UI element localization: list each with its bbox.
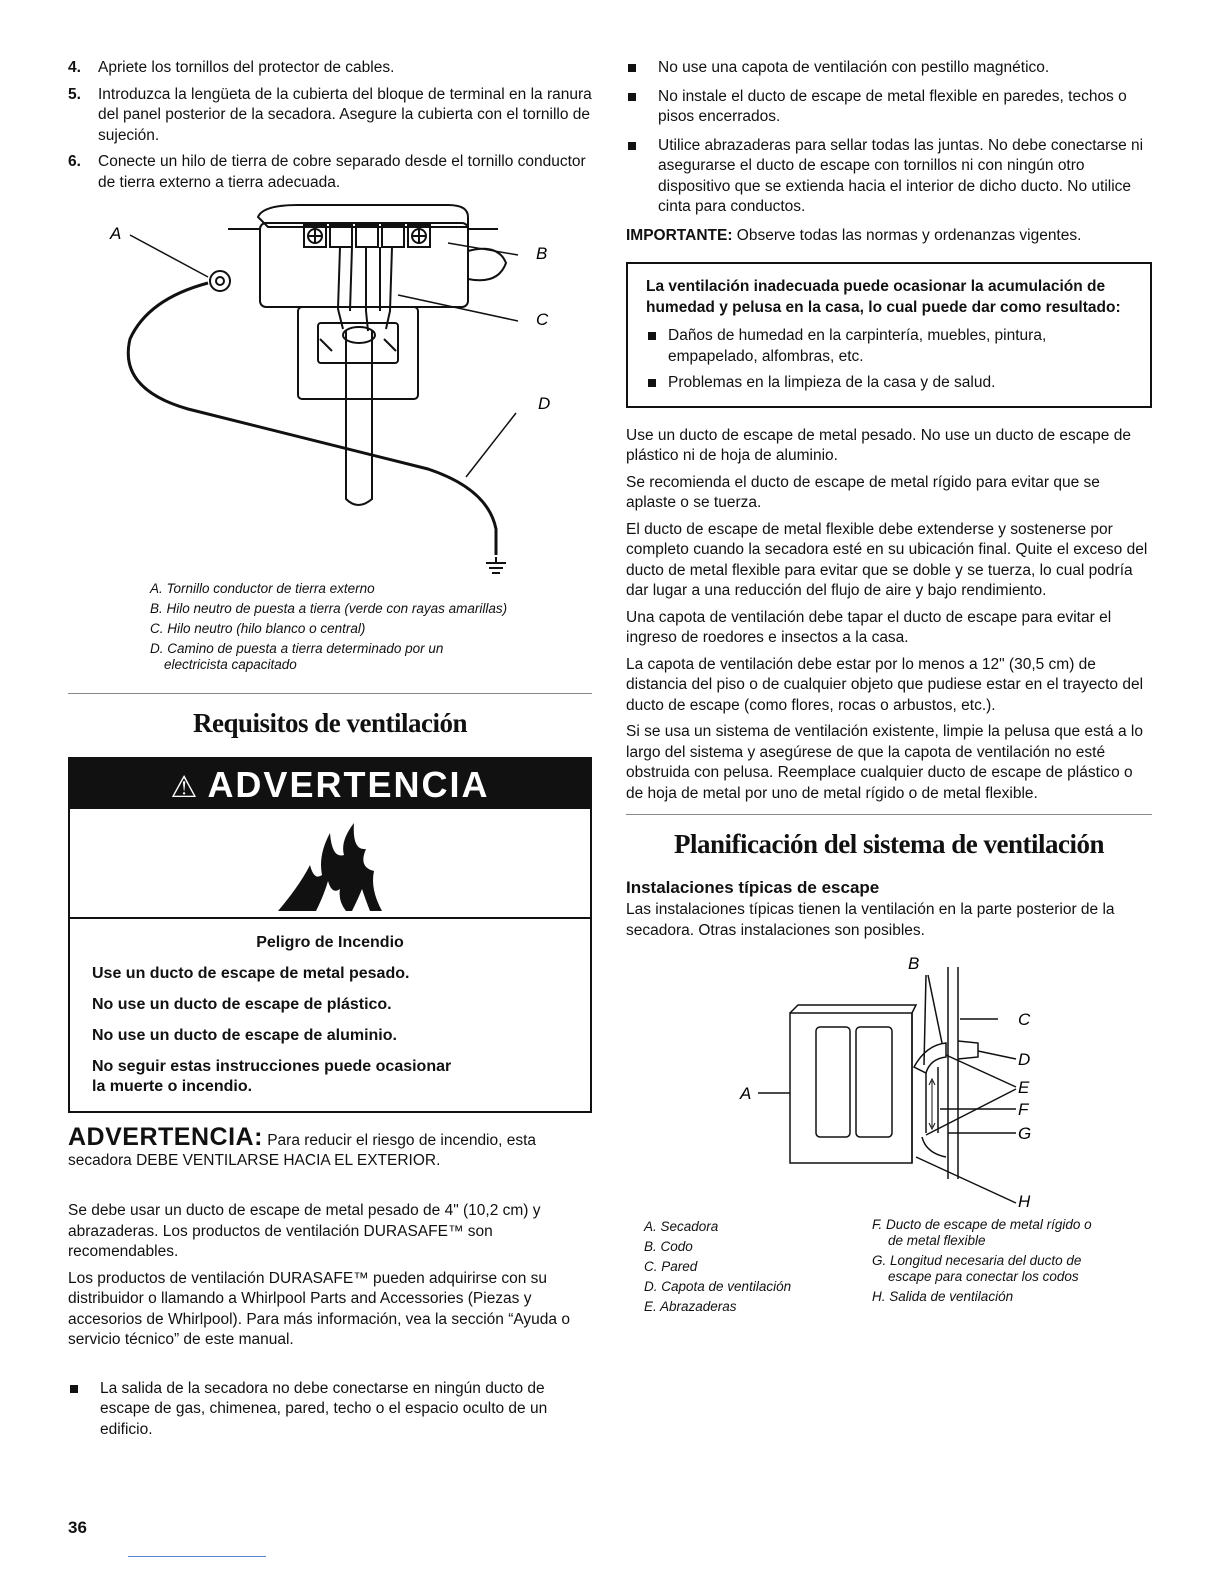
figure2-legend: [626, 1217, 1152, 1317]
step-item: [68, 152, 592, 193]
warning-line-4a: No seguir estas instrucciones puede ocasionar: [92, 1058, 452, 1075]
legend-d: D. Capota de ventilación: [644, 1279, 792, 1294]
warning-line-3: No use un ducto de escape de aluminio.: [92, 1027, 397, 1044]
paragraph: Se recomienda el ducto de escape de metal rígido para evitar que se aplaste o se tuerza.: [626, 473, 1100, 511]
step-item: [68, 58, 592, 79]
section-title-ventilation: Requisitos de ventilación: [192, 708, 468, 738]
warning-line-1: Use un ducto de escape de metal pesado.: [92, 965, 410, 982]
left-bullet-list: [68, 1379, 592, 1441]
terminal-screw-4: [382, 225, 404, 247]
caution-list: [646, 326, 1134, 394]
dryer-door-left: [816, 1027, 850, 1137]
legend-column-right: [872, 1217, 1092, 1307]
legend-g-line1: G. Longitud necesaria del ducto de: [872, 1253, 1082, 1268]
step-number: 4.: [68, 59, 81, 76]
warning-line-4b: la muerte o incendio.: [92, 1078, 253, 1095]
fire-icon-area: [70, 809, 590, 919]
fig2-label-g: G: [1018, 1124, 1032, 1143]
legend-h: H. Salida de ventilación: [872, 1289, 1014, 1304]
paragraph: La capota de ventilación debe estar por lo menos a 12" (30,5 cm) de distancia del piso o de cualquier objeto que pudiese estar en el trayecto del ducto de escape (como flores, rocas o arbustos, etc.).: [626, 655, 1144, 714]
fig1-label-a: A: [110, 224, 122, 243]
legend-c: C. Pared: [644, 1259, 698, 1274]
fig2-label-d: D: [1018, 1050, 1031, 1069]
importante-note: [626, 226, 1152, 247]
wire-left: [338, 247, 343, 329]
figure1-captions: [68, 581, 592, 673]
section-title-planning: Planificación del sistema de ventilación: [674, 829, 1104, 859]
fig1-label-c: C: [536, 310, 549, 329]
fig1-label-b: B: [536, 244, 548, 263]
paragraph: Si se usa un sistema de ventilación existente, limpie la pelusa que está a lo largo del sistema y asegúrese de que la capota de ventilación no esté obstruida con pelusa. Reemplace cualquier ducto de escape de plástico o de hoja de metal por uno de metal rígido o de metal flexible.: [626, 723, 1143, 802]
paragraph: El ducto de escape de metal flexible debe extenderse y sostenerse por completo cuando la secadora esté en su ubicación final. Quite el exceso del ducto de metal flexible para evitar que se doble y se tuerza, lo cual podría dar lugar a una reducción del flujo de aire y bajo rendimiento.: [626, 520, 1148, 599]
dryer-body: [790, 1013, 912, 1163]
page-number: 36: [68, 1518, 87, 1537]
legend-f-line1: F. Ducto de escape de metal rígido o: [872, 1217, 1092, 1232]
legend-b: B. Codo: [644, 1239, 693, 1254]
fig1-label-d: D: [538, 394, 551, 413]
fig2-label-e: E: [1018, 1078, 1030, 1097]
importante-label: IMPORTANTE:: [626, 226, 733, 244]
paragraph-duct-requirement: Se debe usar un ducto de escape de metal pesado de 4" (10,2 cm) y abrazaderas. Los productos de ventilación DURASAFE™ son recomendables.: [68, 1202, 541, 1260]
subsection-paragraph: Las instalaciones típicas tienen la ventilación en la parte posterior de la secadora. Otras instalaciones son posibles.: [626, 901, 1115, 939]
subsection-title: Instalaciones típicas de escape: [626, 878, 880, 897]
fire-warning-box: [68, 757, 592, 1113]
warning-header: [70, 759, 590, 809]
fig2-label-c: C: [1018, 1010, 1031, 1029]
caption-d-line1: D. Camino de puesta a tierra determinado por un: [150, 641, 444, 656]
legend-f-line2: de metal flexible: [888, 1233, 986, 1248]
fig2-label-h: H: [1018, 1192, 1031, 1209]
fig2-label-a: A: [740, 1084, 752, 1103]
caption-d-line2: electricista capacitado: [164, 657, 297, 672]
strain-relief: [298, 307, 418, 399]
footer-link-line: [128, 1556, 266, 1557]
dryer-door-right: [856, 1027, 892, 1137]
step-text: Introduzca la lengüeta de la cubierta del bloque de terminal en la ranura del panel posterior de la secadora. Asegure la cubierta con el tornillo de sujeción.: [98, 85, 592, 144]
right-column: [626, 58, 1152, 1317]
caution-item: Problemas en la limpieza de la casa y de salud.: [646, 373, 1134, 394]
power-cord: [346, 331, 372, 505]
advertencia-text: Para reducir el riesgo de incendio, esta secadora DEBE VENTILARSE HACIA EL EXTERIOR.: [68, 1132, 537, 1169]
section-divider: [68, 693, 592, 694]
importante-text: Observe todas las normas y ordenanzas vigentes.: [732, 226, 1082, 244]
terminal-block-diagram: [68, 199, 592, 579]
cover-tab: [468, 249, 506, 281]
section-divider: [626, 814, 1152, 815]
wire-right: [386, 247, 392, 329]
caption-b: B. Hilo neutro de puesta a tierra (verde con rayas amarillas): [150, 601, 508, 616]
fig2-label-b: B: [908, 954, 920, 973]
exhaust-installation-diagram: [626, 947, 1152, 1209]
install-steps: [68, 58, 592, 193]
caution-item: Daños de humedad en la carpintería, muebles, pintura, empapelado, alfombras, etc.: [646, 326, 1134, 367]
wire-center: [366, 247, 368, 331]
legend-column-left: [644, 1217, 791, 1317]
bullet-item: No instale el ducto de escape de metal flexible en paredes, techos o pisos encerrados.: [626, 87, 1152, 128]
exterior-vent-warning: [68, 1123, 592, 1171]
warning-line-2: No use un ducto de escape de plástico.: [92, 996, 392, 1013]
legend-a: A. Secadora: [644, 1219, 719, 1234]
step-text: Apriete los tornillos del protector de cables.: [98, 59, 395, 76]
right-bullet-list: [626, 58, 1152, 218]
paragraph: Use un ducto de escape de metal pesado. No use un ducto de escape de plástico ni de hoja de aluminio.: [626, 426, 1131, 464]
vent-hood: [958, 1041, 978, 1059]
warning-header-text: ADVERTENCIA: [207, 764, 490, 805]
terminal-screw-2: [330, 225, 352, 247]
paragraph: Una capota de ventilación debe tapar el ducto de escape para evitar el ingreso de roedores e insectos a la casa.: [626, 608, 1112, 646]
elbow: [914, 1043, 946, 1073]
legend-e: E. Abrazaderas: [644, 1299, 737, 1314]
warning-triangle-icon: ⚠: [170, 771, 200, 804]
step-item: [68, 85, 592, 147]
ventilation-paragraphs: [626, 426, 1152, 805]
external-ground-screw: [210, 271, 230, 291]
caution-heading: La ventilación inadecuada puede ocasionar la acumulación de humedad y pelusa en la casa, lo cual puede dar como resultado:: [646, 278, 1121, 316]
bullet-item: La salida de la secadora no debe conectarse en ningún ducto de escape de gas, chimenea, pared, techo o el espacio oculto de un edificio.: [68, 1379, 592, 1441]
caption-c: C. Hilo neutro (hilo blanco o central): [150, 621, 366, 636]
step-number: 5.: [68, 85, 81, 103]
warning-body: [70, 919, 590, 1111]
bullet-item: No use una capota de ventilación con pestillo magnético.: [626, 58, 1152, 79]
step-number: 6.: [68, 153, 81, 170]
paragraph-durasafe: Los productos de ventilación DURASAFE™ pueden adquirirse con su distribuidor o llamando a Whirlpool Parts and Accessories (Piezas y accesorios de Whirlpool). Para más información, vea la sección “Ayuda o servicio técnico” de este manual.: [68, 1269, 570, 1348]
ventilation-caution-box: [626, 262, 1152, 408]
warning-title: Peligro de Incendio: [256, 934, 404, 951]
warning-line-4: [92, 1057, 568, 1097]
fire-icon: [270, 815, 390, 915]
step-text: Conecte un hilo de tierra de cobre separado desde el tornillo conductor de tierra externo a tierra adecuada.: [98, 153, 586, 191]
fig2-label-f: F: [1018, 1100, 1029, 1119]
advertencia-label: ADVERTENCIA:: [68, 1123, 263, 1151]
caption-d: [150, 641, 592, 673]
terminal-cover-panel: [260, 223, 468, 307]
terminal-screw-3: [356, 225, 378, 247]
caption-a: A. Tornillo conductor de tierra externo: [150, 581, 375, 596]
ground-wire: [128, 283, 496, 555]
left-column: [68, 58, 592, 1448]
legend-g-line2: escape para conectar los codos: [888, 1269, 1079, 1284]
bullet-item: Utilice abrazaderas para sellar todas las juntas. No debe conectarse ni asegurarse el ducto de escape con tornillos ni con ningún otro dispositivo que se extienda hacia el interior de dicho ducto. No utilice cinta para conductos.: [626, 136, 1152, 218]
